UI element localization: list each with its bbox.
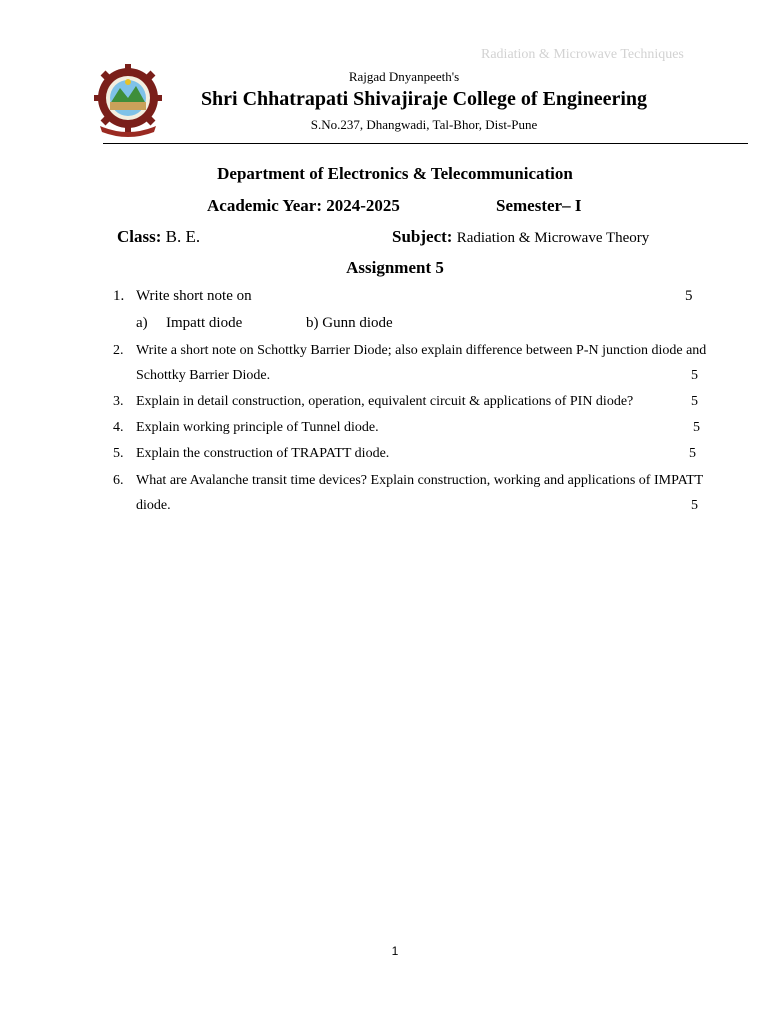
assignment-title: Assignment 5 [346,258,444,277]
question-marks: 5 [691,368,698,383]
header-divider [103,143,748,144]
question-text-continued: Schottky Barrier Diode. [136,368,271,383]
semester: Semester– I [496,196,582,215]
academic-year: Academic Year: 2024-2025 [207,196,400,215]
class-line [117,227,200,247]
header-note: Radiation & Microwave Techniques [481,47,684,62]
subject-label: Subject: [392,227,453,246]
question-number: 3. [113,394,124,409]
question-number: 5. [113,446,124,461]
page-number: 1 [391,944,399,958]
question-marks: 5 [691,498,698,513]
subject-line [392,227,649,247]
question-text: Explain working principle of Tunnel diode. [136,420,379,435]
college-name: Shri Chhatrapati Shivajiraje College of Engineering [200,88,648,110]
question-text-continued: diode. [136,498,171,513]
subject-value: Radiation & Microwave Theory [456,230,650,246]
question-number: 6. [113,473,124,488]
question-marks: 5 [691,394,698,409]
college-address: S.No.237, Dhangwadi, Tal-Bhor, Dist-Pune [310,117,538,132]
question-number: 4. [113,420,124,435]
sub-item-a: Impatt diode [166,315,243,331]
question-marks: 5 [685,288,693,304]
question-text: Write short note on [136,288,252,304]
department-title: Department of Electronics & Telecommunication [217,164,573,183]
trust-name: Rajgad Dnyanpeeth's [348,69,460,84]
question-text: Write a short note on Schottky Barrier Diode; also explain difference between P-N junction diode and [136,343,707,358]
question-text: What are Avalanche transit time devices? Explain construction, working and applications of IMPATT [136,473,704,488]
class-value: B. E. [165,227,201,246]
question-text: Explain the construction of TRAPATT diode. [136,446,390,461]
question-marks: 5 [689,446,696,461]
question-number: 2. [113,343,124,358]
class-label: Class: [117,227,162,246]
question-text: Explain in detail construction, operation, equivalent circuit & applications of PIN diode? [136,394,634,409]
sub-item-b: b) Gunn diode [306,315,393,331]
sub-item-label: a) [136,315,148,331]
question-marks: 5 [693,420,700,435]
question-number: 1. [113,288,125,304]
